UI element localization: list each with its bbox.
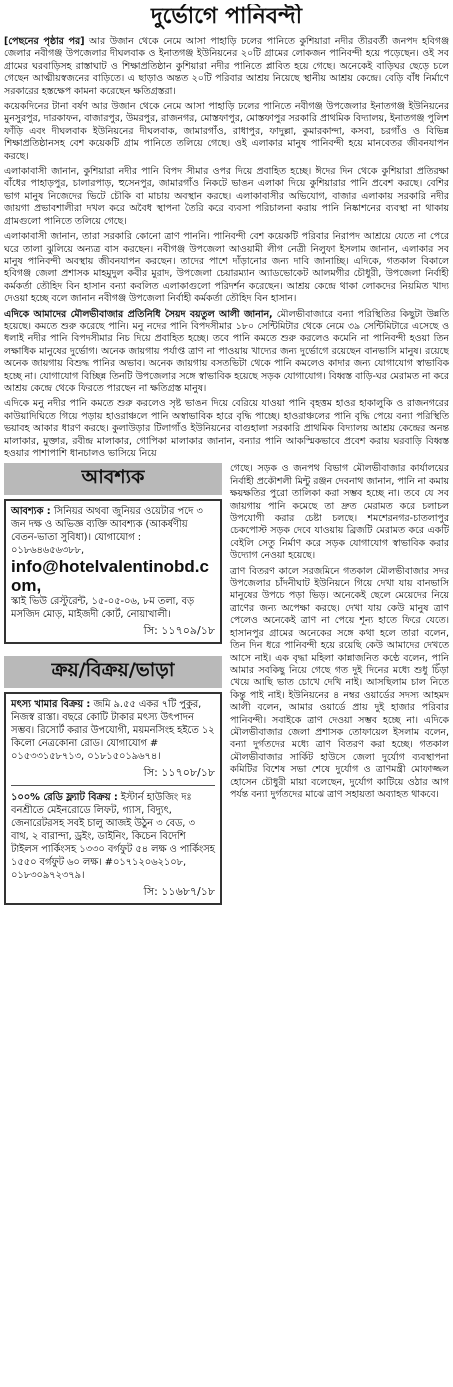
body-paragraph-flooded-villages: কয়েকদিনের টানা বর্ষণ আর উজান থেকে নেমে আসা পাহাড়ি ঢলের পানিতে নবীগঞ্জ উপজেলার ইনাতগঞ্জ ইউনিয়নের মুনসুরপুর, দারকাফন, বাজারপুর, উমরপুর, রাজনগর, মোস্তফাপুর, মোস্তফাপুর সরকারি প্রাথমিক বিদ্যালয়, ইনাতগঞ্জ পুলিশ ফাঁড়ি এবং দীঘলবাক ইউনিয়নের দীঘলবাক, জামারগাঁও, রাধাপুর, ফাদুল্লা, কুমারকান্দা, কসবা, চরগাঁও ও বিভিন্ন শিক্ষাপ্রতিষ্ঠানসহ বেশ কয়েকটি গ্রাম পানিতে তলিয়ে গেছে। ওই এলাকার মানুষ পানিবন্দী হয়ে মানবেতর জীবনযাপন করছে। [4, 101, 449, 162]
continued-from-label: [পেছনের পৃষ্ঠার পর] [4, 36, 85, 47]
ad-fish-farm-sale [4, 692, 222, 905]
ad-email-link[interactable]: info@hotelvalentinobd.com, [11, 557, 209, 596]
ad-title: ১০০% রেডি ফ্ল্যাট বিক্রয় : [11, 792, 118, 804]
ad-reference: সি: ১১৬৮৭/১৮ [143, 885, 215, 899]
body-paragraph-roads: গেছে। সড়ক ও জনপথ বিভাগ মৌলভীবাজার কার্যালয়ের নির্বাহী প্রকৌশলী মিন্টু রঞ্জন দেবনাথ জানান, পানি না কমায় ক্ষয়ক্ষতির পুরো তালিকা করা সম্ভব হচ্ছে না। তবে যে সব জায়গায় পানি কমেছে তা দ্রুত মেরামত করে চলাচল উপযোগী করার চেষ্টা চলছে। শমশেরনগর-চাতলাপুর চেকপোস্ট সড়ক দেবে যাওয়ায় ব্রিজটি মেরামত করে একটি বেইলি সেতু নির্মাণ করে সড়ক যোগাযোগ স্বাভাবিক করার উদ্যোগ নেওয়া হয়েছে। [230, 463, 449, 562]
classified-header-buy-sell-rent: ক্রয়/বিক্রয়/ভাড়া [4, 656, 222, 688]
body-paragraph-manu-river: এদিকে মনু নদীর পানি কমতে শুরু করলেও সৃষ্ট ভাঙন দিয়ে বেরিয়ে যাওয়া পানি বৃহত্তম হাওর হাকালুকি ও রাজনগরের কাউয়াদিঘিতে গিয়ে পড়ায় হাওরাঞ্চলে পানি অস্বাভাবিক হারে বৃদ্ধি পাচ্ছে। হাওরাঞ্চলের পানি বৃদ্ধি পেয়ে বন্যা পরিস্থিতি ভয়াবহ আকার ধারণ করছে। কুলাউড়ার টিলাগাঁও ইউনিয়নের বাগুহালা সরকারি প্রাথমিক বিদ্যালয় আশ্রয় কেন্দ্রের অনন্ত মালাকার, মুক্তার, রবীন্দ্র মালাকার, গোপিকা মালাকার জানান, বন্যার পানি আকস্মিকভাবে প্রবেশ করায় ঘরবাড়ি বিধ্বস্ত হওয়ার পাশাপাশি ধানচালও ভাসিয়ে নিয়ে [4, 398, 449, 459]
moulvibazar-text: মৌলভীবাজারে বন্যা পরিস্থিতির কিছুটা উন্নতি হয়েছে। কমতে শুরু করেছে পানি। মনু নদের পানি বিপদসীমার ১৮০ সেন্টিমিটার থেকে নেমে ৩৯ সেন্টিমিটারে এসেছে ও ধলাই নদীর পানি বিপদসীমার নিচ দিয়ে প্রবাহিত হচ্ছে। তবে পানি কমতে শুরু করলেও কমেনি না পানিবন্দী হওয়া তিন লক্ষাধিক মানুষের দুর্ভোগ। অনেক জায়গায় পর্যাপ্ত ত্রাণ না পাওয়ায় খাদ্যের জন্য দুর্ভোগে রয়েছেন বানভাসি মানুষ। রয়েছে অনেক জায়গায় বিশুদ্ধ পানির অভাব। অনেক জায়গায় বসতভিটা থেকে পানি কমলেও কাদার জন্য যোগাযোগ স্বাভাবিক হচ্ছে না। যোগাযোগ বিচ্ছিন্ন তিনটি উপজেলার সঙ্গে স্বাভাবিক হয়েছে সড়ক যোগাযোগ। বিধ্বস্ত বাড়ি-ঘর মেরামত না করে আশ্রয় কেন্দ্রে থেকে ফিরতে পারছেন না ক্ষতিগ্রস্ত মানুষ। [4, 308, 449, 394]
body-paragraph-relief-distribution: ত্রাণ বিতরণ কালে সরজমিনে গতকাল মৌলভীবাজার সদর উপজেলার চাঁদনীঘাট ইউনিয়নে গিয়ে দেখা যায় বানভাসি মানুষের উপচে পড়া ভিড়। অনেকেই ছেলে মেয়েদের নিয়ে ত্রাণের জন্য অপেক্ষা করছে। দেখা যায় কেউ মানুষ ত্রাণ পেলেও অনেকেই ত্রাণ না পেয়ে শূন্য হাতে ফিরে যেতে। হাসানপুর গ্রামের অনেকের সঙ্গে কথা হলে তারা বলেন, তিন দিন ধরে পানিবন্দী হয়ে রয়েছি কেউ আমাদের দেখতে আসে নাই। এক বৃদ্ধা মহিলা কান্নাজনিত কণ্ঠে বলেন, পানি আমার সবকিছু নিয়ে গেছে গত দুই দিনের মধ্যে শুধু চিঁড়া খেয়ে আছি ভাত চোখে দেখি নাই। আসছিলাম চাল নিতে কিন্তু পাই নাই। ইউনিয়নের ৪ নম্বর ওয়ার্ডের সদস্য আহমদ আলী বলেন, আমার ওয়ার্ডে প্রায় দুই হাজার পরিবার পানিবন্দী। সবাইকে ত্রাণ দেওয়া সম্ভব হচ্ছে না। এদিকে মৌলভীবাজার জেলা প্রশাসক তোফায়েল ইসলাম বলেন, বন্যা দুর্গতদের মধ্যে ত্রাণ বিতরণ করা হচ্ছে। গতকাল মৌলভীবাজার সার্কিট হাউসে জেলা দুর্যোগ ব্যবস্থাপনা কমিটির বিশেষ সভা শেষে দুর্যোগ ও ত্রাণমন্ত্রী মোফাজ্জল হোসেন চৌধুরী মায়া বলেছেন, দুর্যোগ কাটিয়ে ওঠার আগ পর্যন্ত বন্যা দুর্গতদের মাঝে ত্রাণ সহায়তা অব্যাহত থাকবে। [230, 565, 449, 800]
ad-text: সিনিয়র অথবা জুনিয়র ওয়েটার পদে ৩ জন দক্ষ ও অভিজ্ঞ ব্যক্তি আবশ্যক (আকর্ষণীয় বেতন-ভাতা সুবিধা)। যোগাযোগ : ০১৮৬৪৬৫৬৩৮৮, [11, 506, 203, 557]
body-paragraph-relief: এলাকাবাসী জানান, তারা সরকারি কোনো ত্রাণ পাননি। পানিবন্দী বেশ কয়েকটি পরিবার নিরাপদ আশ্রয়ে যেতে না পেরে ঘরে তালা ঝুলিয়ে অন্যত্র বাস করছেন। নবীগঞ্জ উপজেলা আওয়ামী লীগ নেত্রী নিলুফা ইসলাম জানান, এলাকার সব মানুষ পানিবন্দী অবস্থায় জীবনযাপন করছেন। তাদের পাশে দাঁড়ানোর জন্য দাবি জানাচ্ছি। এদিকে, গতকাল বিকালে হবিগঞ্জ জেলা প্রশাসক মাহমুদুল কবীর মুরাদ, উপজেলা চেয়ারম্যান অ্যাডভোকেট আলমগীর চৌধুরী, উপজেলা নির্বাহী কর্মকর্তা তৌহিদ বিন হাসান বন্যা কবলিত এলাকাগুলো পরিদর্শন করেছেন। আশ্রয় কেন্দ্রে থাকা লোকদের নিয়মিত খাদ্য দেওয়া হচ্ছে বলে জানান নবীগঞ্জ উপজেলা নির্বাহী কর্মকর্তা তৌহিদ বিন হাসান। [4, 231, 449, 305]
ad-address: স্কাই ভিউ রেস্টুরেন্ট, ১৫-০৫-০৬, ৮ম তলা, বড় মসজিদ মোড়, মাইজদী কোর্ট, নোয়াখালী। [11, 596, 195, 621]
body-paragraph-embankment: এলাকাবাসী জানান, কুশিয়ারা নদীর পানি বিপদ সীমার ওপর দিয়ে প্রবাহিত হচ্ছে। ঈদের দিন থেকে কুশিয়ারা প্রতিরক্ষা বাঁধের পাহাড়পুর, চালারপাড়, হুসেনপুর, জামারগাঁও নিকটে ভাঙন এলাকা দিয়ে কুশিয়ারার পানি প্রবেশ করছে। বেশির ভাগ মানুষ নিজেদের ভিটে চৌকি বা মাচায় অবস্থান করছে। এলাকাবাসীর অভিযোগ, বাজার এলাকায় সরকারি নদীর জায়গা প্রভাবশালীরা দখল করে অবৈধ স্থাপনা তৈরি করে ব্যবসা পরিচালনা করায় পানি নিষ্কাশনের ব্যবস্থা না থাকায় গ্রামগুলো পানিতে তলিয়ে গেছে। [4, 166, 449, 227]
moulvibazar-lead: এদিকে আমাদের মৌলভীবাজার প্রতিনিধি সৈয়দ বয়তুল আলী জানান, [4, 308, 273, 320]
ad-text: জমি ৯.৫৫ একর ৭টি পুকুর, নিজস্ব রাস্তা। বছরে কোটি টাকার মৎস্য উৎপাদন সম্ভব। রিসোর্ট করার উপযোগী, ময়মনসিংহ হইতে ১২ কিলো নেত্রকোনা রোড। যোগাযোগ # ০১৫৩৩১৫৮৭১৩, ০১৮১৫০১৯৬৭৪। [11, 699, 215, 763]
ad-title: মৎস্য খামার বিক্রয় : [11, 699, 91, 711]
ad-waiter-wanted [4, 499, 222, 644]
ad-reference: সি: ১১৭০৮/১৮ [143, 766, 215, 780]
ad-text: ইস্টার্ন হাউজিং দঃ বনশ্রীতে মেইনরোডে লিফট, গ্যাস, বিদ্যুৎ, জেনারেটরসহ সবই চালু আজই উঠুন ৩ বেড, ৩ বাথ, ২ বারান্দা, ড্রইং, ডাইনিং, কিচেন বিদেশি টাইলস পার্কিংসহ ১৩৩০ বর্গফুট ৫৪ লক্ষ ও পার্কিংসহ ১৫৫০ বর্গফুট ৬০ লক্ষ। #০১৭১২০৬২১০৮, ০১৮৩০৯৭২৩৭৯। [11, 792, 215, 882]
newspaper-page [4, 4, 449, 1379]
headline: দুর্ভোগে পানিবন্দী [150, 4, 303, 29]
intro-text: আর উজান থেকে নেমে আসা পাহাড়ি ঢলের পানিতে কুশিয়ারা নদীর তীরবর্তী জনপদ হবিগঞ্জ জেলার নবীগঞ্জ উপজেলার দীঘলবাক ও ইনাতগঞ্জ ইউনিয়নের ২০টি গ্রামের লোকজন পানিবন্দী হয়ে পড়েছেন। ওই সব গ্রামের ঘরবাড়িসহ রাস্তাঘাট ও শিক্ষাপ্রতিষ্ঠান কুশিয়ারা নদীর পানিতে প্লাবিত হয়ে গেছে। অনেকেই বাড়িঘর ছেড়ে চলে গেছেন আত্মীয়স্বজনের বাড়িতে। এ ছাড়াও অন্তত ২০টি পরিবার আশ্রয় নিয়েছে স্থানীয় আশ্রয় কেন্দ্রে। বেড়ি বাঁধ নির্মাণে সরকারের হস্তক্ষেপ কামনা করেছেন ক্ষতিগ্রস্তরা। [4, 36, 449, 97]
ad-reference: সি: ১১৭০৯/১৮ [143, 624, 215, 638]
two-column-section [4, 463, 449, 909]
moulvibazar-paragraph [4, 309, 449, 396]
classified-column [4, 463, 222, 909]
ad-divider [11, 785, 215, 786]
ad-title: আবশ্যক : [11, 506, 51, 518]
article-continuation-column [230, 463, 449, 909]
intro-paragraph [4, 36, 449, 98]
classified-header-wanted: আবশ্যক [4, 463, 222, 495]
